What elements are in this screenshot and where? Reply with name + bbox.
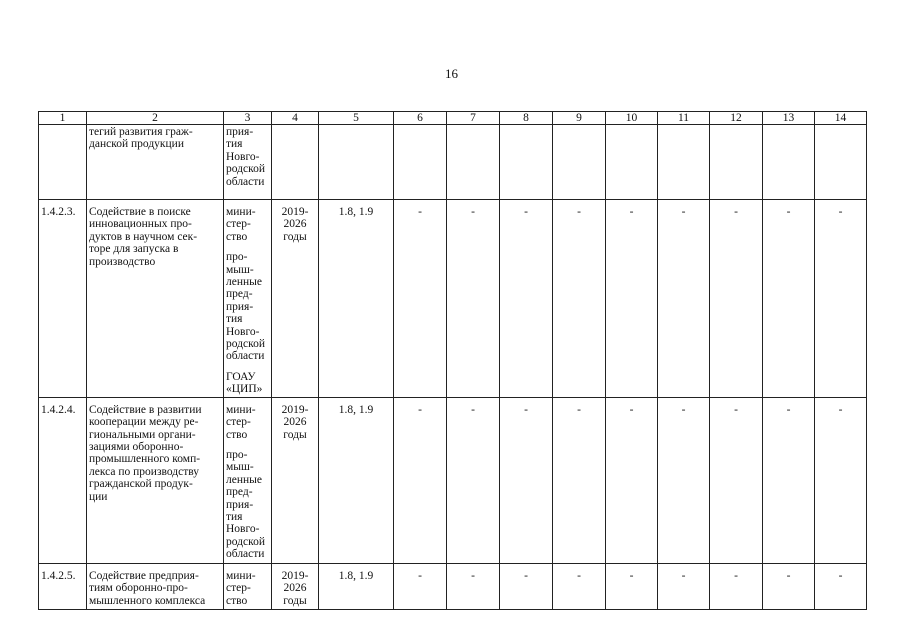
column-number: 7	[447, 112, 500, 125]
years-cell: 2019- 2026 годы	[272, 200, 319, 398]
table-row	[39, 397, 867, 563]
column-number: 8	[500, 112, 553, 125]
value-cell	[710, 125, 763, 200]
value-cell: -	[500, 200, 553, 398]
executor: мини- стер- ство	[226, 569, 256, 607]
executors-cell	[224, 563, 272, 609]
row-number: 1.4.2.3.	[39, 200, 87, 398]
years-cell: 2019- 2026 годы	[272, 563, 319, 609]
value-cell: -	[500, 397, 553, 563]
value-cell: -	[815, 200, 867, 398]
years-cell	[272, 125, 319, 200]
value-cell: -	[606, 397, 658, 563]
column-number: 9	[553, 112, 606, 125]
column-number: 14	[815, 112, 867, 125]
value-cell: -	[447, 563, 500, 609]
column-number: 1	[39, 112, 87, 125]
table-row	[39, 200, 867, 398]
value-cell: -	[658, 397, 710, 563]
column-number-row	[39, 112, 867, 125]
column-number: 5	[319, 112, 394, 125]
value-cell	[658, 125, 710, 200]
activity-name: тегий развития граж- данской продукции	[87, 125, 224, 200]
value-cell: -	[763, 200, 815, 398]
column-number: 12	[710, 112, 763, 125]
value-cell: -	[394, 200, 447, 398]
executor: про- мыш- ленные пред- прия- тия Новго- родской области	[226, 251, 266, 363]
row-number: 1.4.2.5.	[39, 563, 87, 609]
value-cell: -	[710, 563, 763, 609]
activity-name: Содействие в поиске инновационных про- дуктов в научном сек- торе для запуска в производство	[87, 200, 224, 398]
value-cell: -	[606, 200, 658, 398]
table-row	[39, 125, 867, 200]
page-number: 16	[445, 66, 458, 81]
indicators-cell: 1.8, 1.9	[319, 200, 394, 398]
activity-name: Содействие в развитии кооперации между ре- гиональными органи- зациями оборонно- промышленного комп- лекса по производству гражданской продук- ции	[87, 397, 224, 563]
value-cell: -	[447, 397, 500, 563]
column-number: 6	[394, 112, 447, 125]
value-cell: -	[500, 563, 553, 609]
value-cell	[394, 125, 447, 200]
activities-table	[38, 111, 867, 610]
indicators-cell	[319, 125, 394, 200]
value-cell: -	[553, 397, 606, 563]
executor: ГОАУ «ЦИП»	[226, 370, 263, 396]
value-cell	[447, 125, 500, 200]
value-cell: -	[763, 397, 815, 563]
value-cell	[500, 125, 553, 200]
value-cell	[763, 125, 815, 200]
indicators-cell: 1.8, 1.9	[319, 563, 394, 609]
value-cell: -	[710, 200, 763, 398]
value-cell: -	[763, 563, 815, 609]
executor: мини- стер- ство	[226, 206, 256, 243]
row-number	[39, 125, 87, 200]
value-cell: -	[658, 563, 710, 609]
executor: прия- тия Новго- родской области	[226, 126, 266, 188]
value-cell	[815, 125, 867, 200]
indicators-cell: 1.8, 1.9	[319, 397, 394, 563]
executors-cell	[224, 125, 272, 200]
value-cell	[553, 125, 606, 200]
row-number: 1.4.2.4.	[39, 397, 87, 563]
table-row	[39, 563, 867, 609]
value-cell: -	[815, 397, 867, 563]
value-cell: -	[394, 563, 447, 609]
executor: мини- стер- ство	[226, 403, 256, 441]
value-cell: -	[447, 200, 500, 398]
years-cell: 2019- 2026 годы	[272, 397, 319, 563]
column-number: 3	[224, 112, 272, 125]
column-number: 4	[272, 112, 319, 125]
value-cell: -	[815, 563, 867, 609]
column-number: 11	[658, 112, 710, 125]
value-cell: -	[553, 563, 606, 609]
value-cell: -	[658, 200, 710, 398]
column-number: 2	[87, 112, 224, 125]
executors-cell	[224, 200, 272, 398]
value-cell	[606, 125, 658, 200]
activity-name: Содействие предприя- тиям оборонно-про- мышленного комплекса	[87, 563, 224, 609]
value-cell: -	[394, 397, 447, 563]
column-number: 13	[763, 112, 815, 125]
executors-cell	[224, 397, 272, 563]
value-cell: -	[710, 397, 763, 563]
column-number: 10	[606, 112, 658, 125]
value-cell: -	[553, 200, 606, 398]
executor: про- мыш- ленные пред- прия- тия Новго- родской области	[226, 448, 266, 561]
value-cell: -	[606, 563, 658, 609]
